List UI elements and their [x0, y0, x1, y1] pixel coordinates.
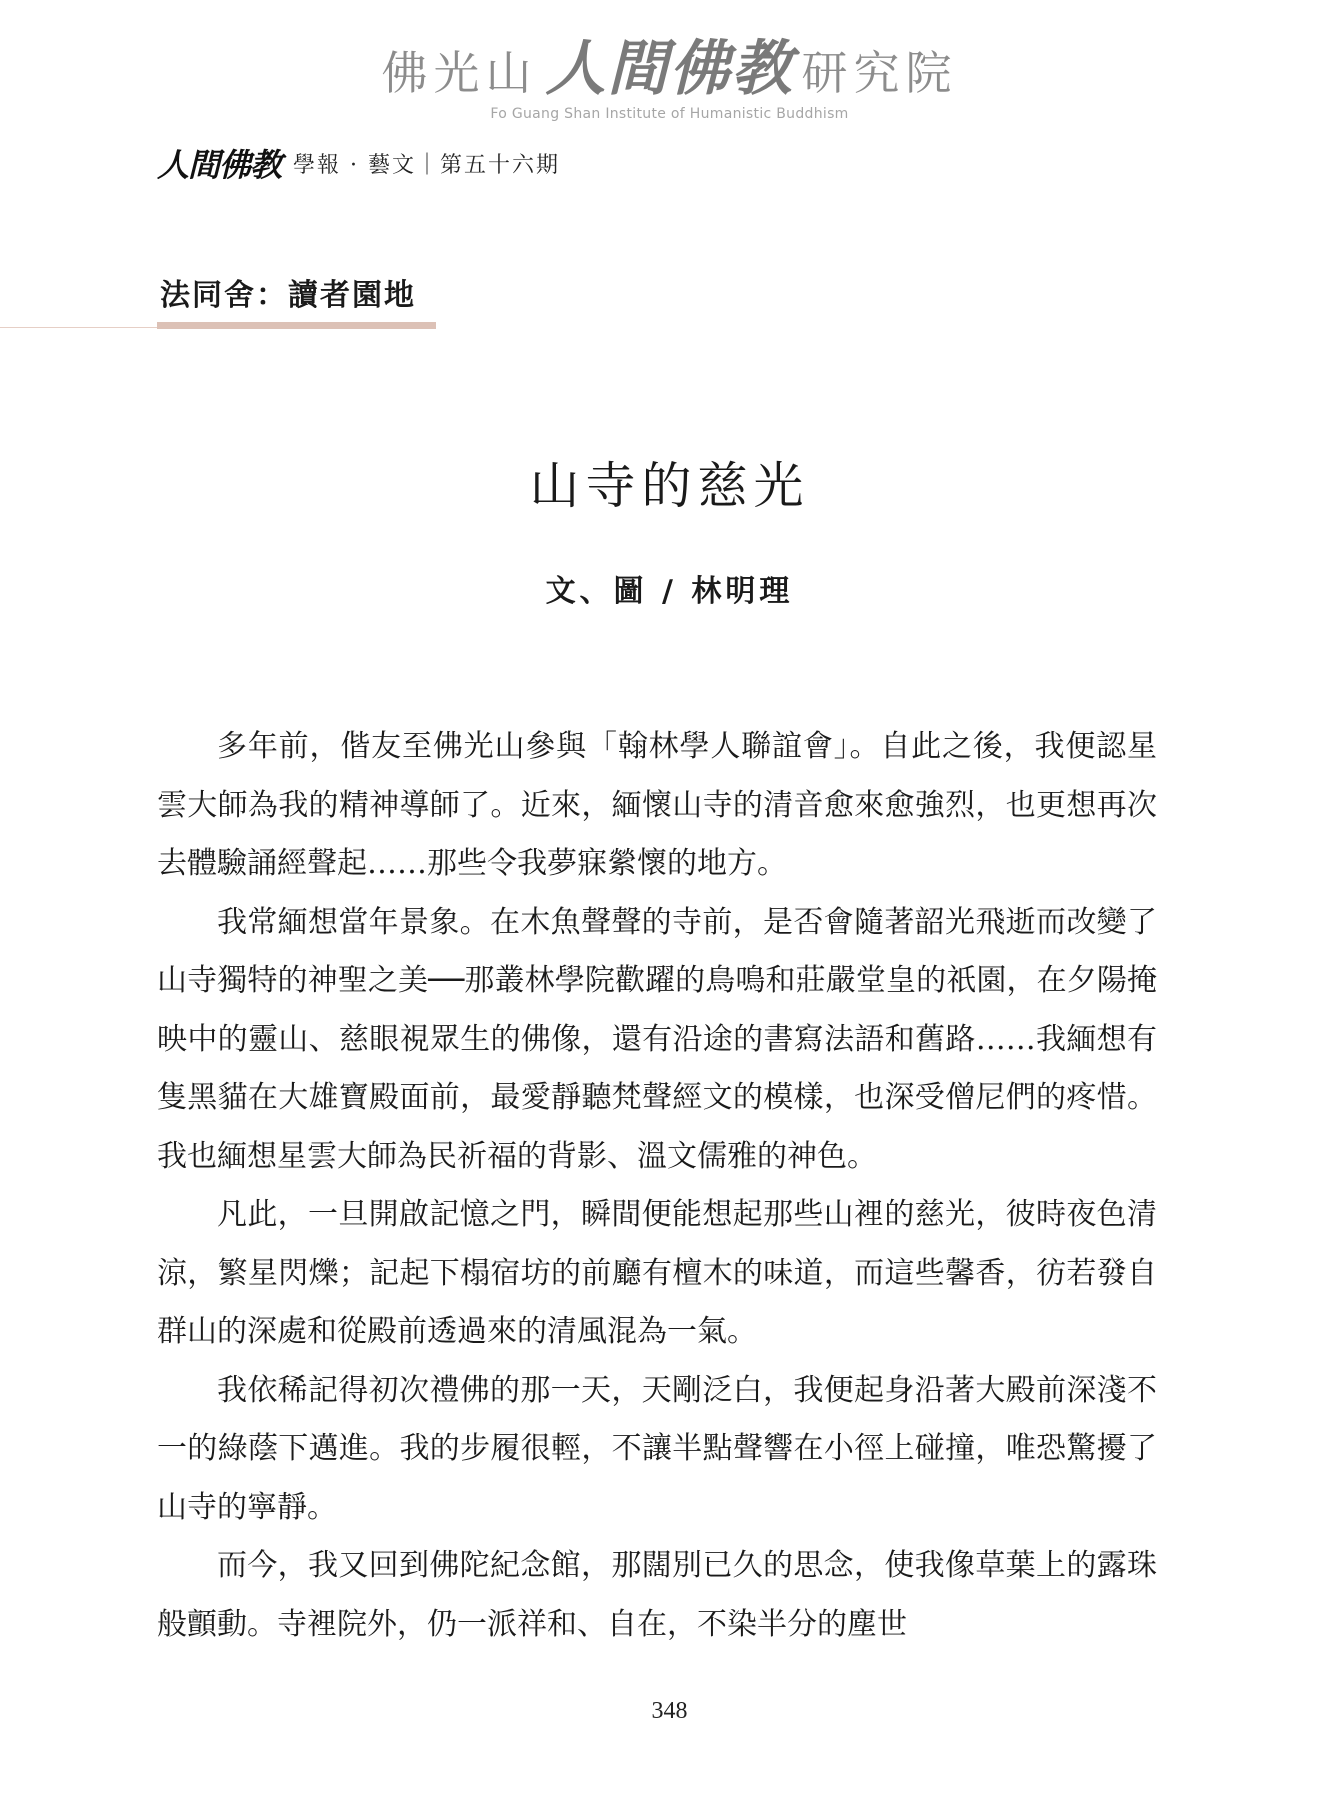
institute-header	[0, 34, 1339, 122]
paragraph: 而今，我又回到佛陀紀念館，那闊別已久的思念，使我像草葉上的露珠般顫動。寺裡院外，仍一派祥和、自在，不染半分的塵世	[157, 1548, 1157, 1642]
institute-english-name: Fo Guang Shan Institute of Humanistic Buddhism	[490, 106, 849, 122]
article-author: 文、圖 / 林明理	[545, 574, 794, 609]
institute-prefix: 佛光山	[381, 46, 538, 100]
institute-calligraphy: 人間佛教	[545, 34, 794, 104]
section-accent-bar	[157, 322, 436, 329]
paragraph: 凡此，一旦開啟記憶之門，瞬間便能想起那些山裡的慈光，彼時夜色清涼，繁星閃爍；記起下榻宿坊的前廳有檀木的味道，而這些馨香，彷若發自群山的深處和從殿前透過來的清風混為一氣。	[157, 1197, 1157, 1349]
journal-running-head	[157, 140, 560, 186]
paragraph: 多年前，偕友至佛光山參與「翰林學人聯誼會」。自此之後，我便認星雲大師為我的精神導師了。近來，緬懷山寺的清音愈來愈強烈，也更想再次去體驗誦經聲起……那些令我夢寐縈懷的地方。	[157, 729, 1157, 881]
page-number: 348	[651, 1698, 688, 1724]
paragraph: 我常緬想當年景象。在木魚聲聲的寺前，是否會隨著韶光飛逝而改變了山寺獨特的神聖之美──那叢林學院歡躍的鳥鳴和莊嚴堂皇的祇園，在夕陽掩映中的靈山、慈眼視眾生的佛像，還有沿途的書寫法語和舊路……我緬想有隻黑貓在大雄寶殿面前，最愛靜聽梵聲經文的模樣，也深受僧尼們的疼惜。我也緬想星雲大師為民祈福的背影、溫文儒雅的神色。	[157, 904, 1157, 1174]
paragraph: 我依稀記得初次禮佛的那一天，天剛泛白，我便起身沿著大殿前深淺不一的綠蔭下邁進。我的步履很輕，不讓半點聲響在小徑上碰撞，唯恐驚擾了山寺的寧靜。	[157, 1372, 1157, 1525]
section-title: 法同舍：讀者園地	[160, 278, 416, 313]
journal-logo: 人間佛教	[157, 146, 282, 184]
journal-issue-info	[293, 148, 560, 179]
article-title: 山寺的慈光	[529, 457, 810, 515]
institute-name	[381, 34, 958, 104]
article-body	[157, 718, 1157, 1654]
journal-meta-text: 學報 · 藝文｜第五十六期	[293, 152, 560, 178]
institute-suffix: 研究院	[801, 46, 958, 100]
